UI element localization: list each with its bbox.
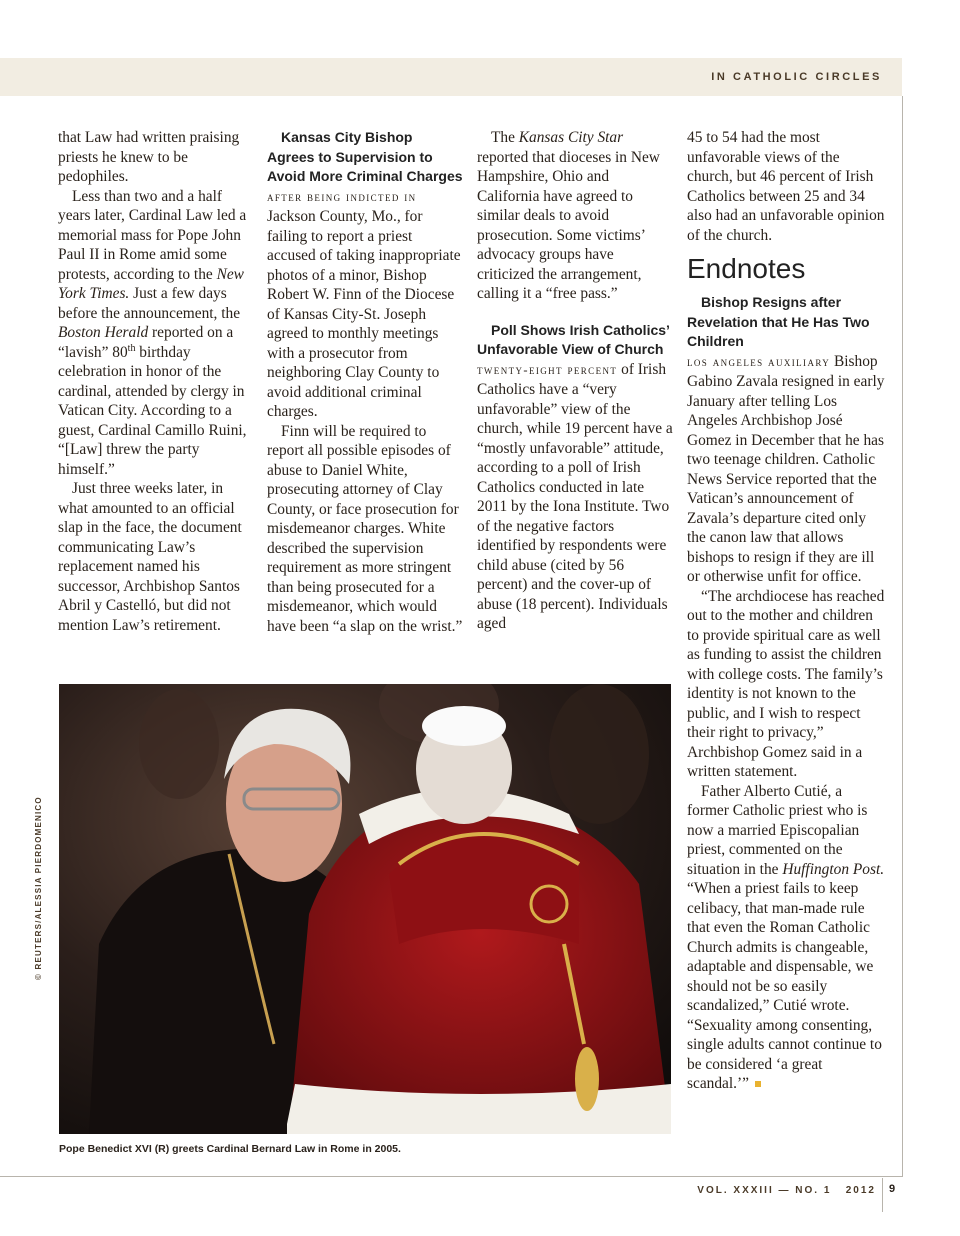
- column-2: [267, 128, 463, 636]
- page-number-divider: [882, 1178, 883, 1212]
- col4-paragraph-2: los angeles auxiliary Bishop Gabino Zavala resigned in early January after telling Los Angeles Archbishop José Gomez in December that he has two teenage children. Catholic News Service reported that the Vatican’s announcement of Zavala’s departure cited only the canon law that allows bishops to resign if they are ill or otherwise unfit for office.: [687, 352, 885, 585]
- article-heading-irish-poll: Poll Shows Irish Catholics’ Unfavorable View of Church: [477, 321, 670, 357]
- section-label: IN CATHOLIC CIRCLES: [711, 71, 882, 83]
- col2-paragraph-2: Finn will be required to report all possible episodes of abuse to Daniel White, prosecuting attorney of Clay County, or face prosecution for misdemeanor charges. White described the supervision requirement as more stringent than being prosecuted for a misdemeanor, which would have been “a slap on the wrist.”: [267, 422, 463, 635]
- article-heading-bishop-resigns: Bishop Resigns after Revelation that He Has Two Children: [687, 294, 870, 349]
- issue-info: VOL. XXXIII — NO. 1 2012: [697, 1185, 876, 1196]
- right-rule: [902, 96, 903, 1176]
- col1-paragraph-1: that Law had written praising priests he knew to be pedophiles.: [58, 129, 240, 185]
- endnotes-title: Endnotes: [687, 253, 806, 284]
- col2-paragraph-1: after being indicted in Jackson County, Mo., for failing to report a priest accused of taking inappropriate photos of a minor, Bishop Robert W. Finn of the Diocese of Kansas City-St. Joseph agreed to monthly meetings with a prosecutor from neighboring Clay County to avoid additional criminal charges.: [267, 189, 461, 420]
- column-4: [687, 128, 887, 1094]
- article-heading-kansas-city: Kansas City Bishop Agrees to Supervision to Avoid More Criminal Charges: [267, 129, 463, 184]
- column-1: [58, 128, 253, 635]
- col1-paragraph-3: Just three weeks later, in what amounted to an official slap in the face, the document communicating Law’s replacement named his successor, Archbishop Santos Abril y Castelló, but did not mention Law’s retirement.: [58, 480, 242, 634]
- photo-illustration: [59, 684, 671, 1134]
- photo-pope-and-cardinal: [59, 684, 671, 1134]
- col3-paragraph-2: twenty-eight percent of Irish Catholics have a “very unfavorable” view of the church, while 19 percent have a “mostly unfavorable” attitude, according to a poll of Irish Catholics conducted in late 2011 by the Iona Institute. Two of the negative factors identified by respondents were child abuse (cited by 56 percent) and the cover-up of abuse (18 percent). Individuals aged: [477, 360, 673, 632]
- photo-caption: Pope Benedict XVI (R) greets Cardinal Bernard Law in Rome in 2005.: [59, 1143, 401, 1155]
- col3-paragraph-1: The Kansas City Star reported that dioceses in New Hampshire, Ohio and California have agreed to similar deals to avoid prosecution. Some victims’ advocacy groups have criticized the arrangement, calling it a “free pass.”: [477, 129, 660, 302]
- photo-credit: © REUTERS/ALESSIA PIERDOMENICO: [34, 796, 43, 980]
- col4-paragraph-3: “The archdiocese has reached out to the mother and children to provide spiritual care as well as funding to assist the children with college costs. The family’s identity is not known to the public, and I wish to respect their right to privacy,” Archbishop Gomez said in a written statement.: [687, 587, 885, 780]
- col1-paragraph-2: Less than two and a half years later, Cardinal Law led a memorial mass for Pope John Paul II in Rome amid some protests, according to the New York Times. Just a few days before the announcement, the Boston Herald reported on a “lavish” 80th birthday celebration in honor of the cardinal, attended by clergy in Vatican City. According to a guest, Cardinal Camillo Ruini, “[Law] threw the party himself.”: [58, 187, 247, 478]
- end-of-article-mark: [755, 1081, 761, 1087]
- col4-paragraph-1: 45 to 54 had the most unfavorable views of the church, but 46 percent of Irish Catholics between 25 and 34 also had an unfavorable opinion of the church.: [687, 129, 885, 244]
- footer-rule: [0, 1176, 903, 1177]
- column-3: [477, 128, 673, 634]
- col4-paragraph-4: Father Alberto Cutié, a former Catholic priest who is now a married Episcopalian priest, commented on the situation in the Huffington Post. “When a priest fails to keep celibacy, that man-made rule that even the Roman Catholic Church admits is changeable, adaptable and dispensable, we should not be so easily scandalized,” Cutié wrote. “Sexuality among consenting, single adults cannot continue to be considered ‘a great scandal.’”: [687, 782, 885, 1092]
- page-number: 9: [889, 1183, 896, 1195]
